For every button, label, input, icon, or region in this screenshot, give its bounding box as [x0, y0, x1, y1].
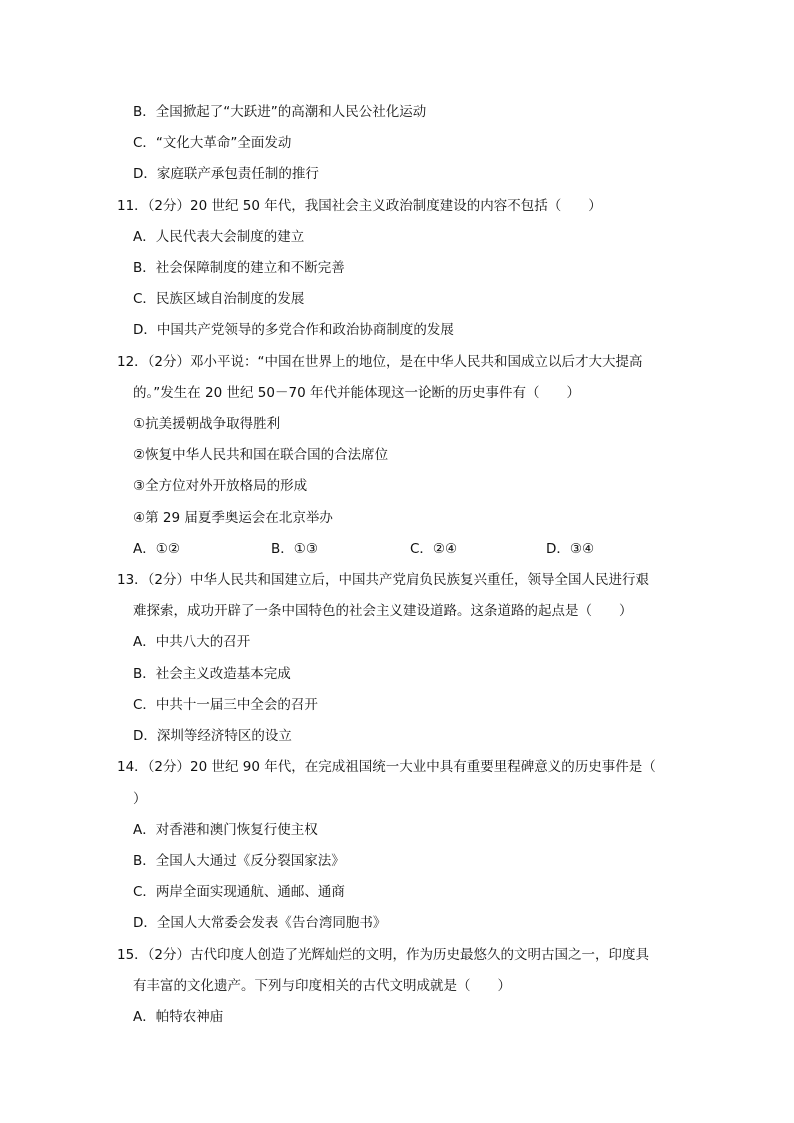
q12-stem-cont: 的。”发生在 20 世纪 50－70 年代并能体现这一论断的历史事件有（ ） [133, 385, 580, 401]
q11-option-c: C．民族区域自治制度的发展 [133, 291, 305, 307]
q12-option-b: B．①③ [271, 541, 318, 557]
q12-item-2: ②恢复中华人民共和国在联合国的合法席位 [133, 447, 389, 463]
q12-item-4: ④第 29 届夏季奥运会在北京举办 [133, 510, 333, 526]
q14-option-d: D．全国人大常委会发表《告台湾同胞书》 [133, 915, 387, 931]
q14-stem: 14．（2分）20 世纪 90 年代，在完成祖国统一大业中具有重要里程碑意义的历史事件是（ [117, 759, 656, 775]
q11-option-d: D．中国共产党领导的多党合作和政治协商制度的发展 [133, 322, 454, 338]
q11-option-b: B．社会保障制度的建立和不断完善 [133, 260, 345, 276]
q12-item-3: ③全方位对外开放格局的形成 [133, 478, 308, 494]
q12-option-d: D．③④ [546, 541, 595, 557]
q12-option-a: A．①② [133, 541, 180, 557]
q13-option-b: B．社会主义改造基本完成 [133, 666, 291, 682]
q14-option-b: B．全国人大通过《反分裂国家法》 [133, 853, 345, 869]
q14-stem-cont: ） [133, 791, 147, 807]
q14-option-c: C．两岸全面实现通航、通邮、通商 [133, 884, 345, 900]
q10-option-c: C．“文化大革命”全面发动 [133, 135, 292, 151]
q10-option-d: D．家庭联产承包责任制的推行 [133, 166, 319, 182]
q11-stem: 11．（2分）20 世纪 50 年代，我国社会主义政治制度建设的内容不包括（ ） [117, 198, 602, 214]
q13-stem: 13．（2分）中华人民共和国建立后，中国共产党肩负民族复兴重任，领导全国人民进行艰 [117, 572, 650, 588]
q15-stem: 15．（2分）古代印度人创造了光辉灿烂的文明，作为历史最悠久的文明古国之一，印度具 [117, 947, 650, 963]
q13-stem-cont: 难探索，成功开辟了一条中国特色的社会主义建设道路。这条道路的起点是（ ） [133, 603, 633, 619]
q14-option-a: A．对香港和澳门恢复行使主权 [133, 822, 318, 838]
q12-item-1: ①抗美援朝战争取得胜利 [133, 416, 281, 432]
q12-option-c: C．②④ [410, 541, 458, 557]
q10-option-b: B．全国掀起了“大跃进”的高潮和人民公社化运动 [133, 104, 427, 120]
q11-option-a: A．人民代表大会制度的建立 [133, 229, 305, 245]
q13-option-d: D．深圳等经济特区的设立 [133, 728, 292, 744]
q15-stem-cont: 有丰富的文化遗产。下列与印度相关的古代文明成就是（ ） [133, 978, 511, 994]
q12-stem: 12．（2分）邓小平说：“中国在世界上的地位，是在中华人民共和国成立以后才大大提高 [117, 354, 643, 370]
q15-option-a: A．帕特农神庙 [133, 1009, 224, 1025]
q13-option-c: C．中共十一届三中全会的召开 [133, 697, 318, 713]
q13-option-a: A．中共八大的召开 [133, 634, 251, 650]
